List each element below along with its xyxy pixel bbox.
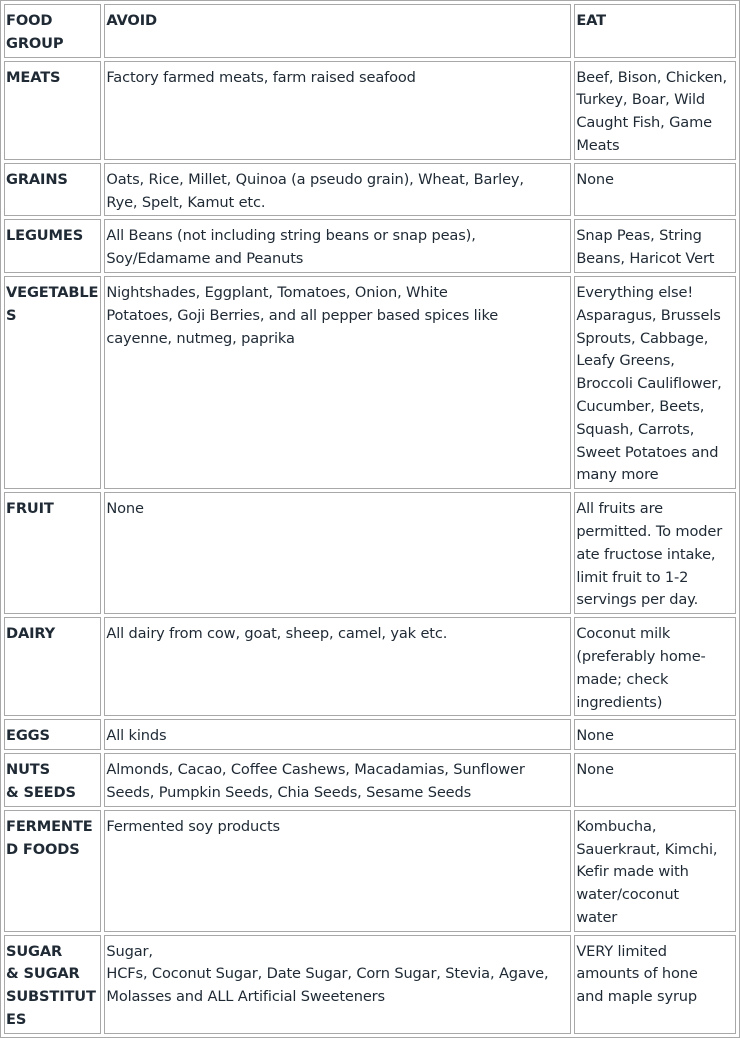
food-group-cell: SUGAR & SUGAR SUBSTITUT ES <box>4 935 101 1034</box>
eat-cell: VERY limited amounts of hone and maple syrup <box>574 935 736 1034</box>
eat-cell: Everything else! Asparagus, Brussels Sprouts, Cabbage, Leafy Greens, Broccoli Cauliflower, Cucumber, Beets, Squash, Carrots, Sweet Potatoes and many more <box>574 276 736 489</box>
avoid-cell: Sugar, HCFs, Coconut Sugar, Date Sugar, Corn Sugar, Stevia, Agave, Molasses and ALL Artificial Sweeteners <box>104 935 571 1034</box>
table-row-nuts-seeds <box>4 753 736 807</box>
table-row-meats <box>4 61 736 160</box>
eat-cell: None <box>574 753 736 807</box>
table-row-fruit <box>4 492 736 614</box>
avoid-cell: Almonds, Cacao, Coffee Cashews, Macadamias, Sunflower Seeds, Pumpkin Seeds, Chia Seeds, Sesame Seeds <box>104 753 571 807</box>
food-group-cell: EGGS <box>4 719 101 750</box>
table-row-sugar <box>4 935 736 1034</box>
table-row-legumes <box>4 219 736 273</box>
eat-cell: None <box>574 719 736 750</box>
food-group-cell: DAIRY <box>4 617 101 716</box>
table-row-eggs <box>4 719 736 750</box>
table-row-vegetables <box>4 276 736 489</box>
eat-cell: All fruits are permitted. To moder ate fructose intake, limit fruit to 1-2 servings per day. <box>574 492 736 614</box>
eat-cell: Beef, Bison, Chicken, Turkey, Boar, Wild Caught Fish, Game Meats <box>574 61 736 160</box>
header-food-group: FOOD GROUP <box>4 4 101 58</box>
eat-cell: Kombucha, Sauerkraut, Kimchi, Kefir made with water/coconut water <box>574 810 736 932</box>
table-row-dairy <box>4 617 736 716</box>
food-group-cell: FERMENTE D FOODS <box>4 810 101 932</box>
food-group-cell: MEATS <box>4 61 101 160</box>
avoid-cell: All kinds <box>104 719 571 750</box>
food-group-cell: LEGUMES <box>4 219 101 273</box>
avoid-cell: All Beans (not including string beans or snap peas), Soy/Edamame and Peanuts <box>104 219 571 273</box>
eat-cell: Snap Peas, String Beans, Haricot Vert <box>574 219 736 273</box>
eat-cell: None <box>574 163 736 217</box>
food-group-cell: VEGETABLE S <box>4 276 101 489</box>
header-avoid: AVOID <box>104 4 571 58</box>
avoid-cell: Factory farmed meats, farm raised seafood <box>104 61 571 160</box>
table-row-fermented-foods <box>4 810 736 932</box>
avoid-cell: Oats, Rice, Millet, Quinoa (a pseudo grain), Wheat, Barley, Rye, Spelt, Kamut etc. <box>104 163 571 217</box>
avoid-cell: None <box>104 492 571 614</box>
avoid-cell: All dairy from cow, goat, sheep, camel, yak etc. <box>104 617 571 716</box>
food-group-cell: GRAINS <box>4 163 101 217</box>
food-group-cell: FRUIT <box>4 492 101 614</box>
avoid-cell: Nightshades, Eggplant, Tomatoes, Onion, White Potatoes, Goji Berries, and all pepper based spices like cayenne, nutmeg, paprika <box>104 276 571 489</box>
avoid-cell: Fermented soy products <box>104 810 571 932</box>
header-eat: EAT <box>574 4 736 58</box>
eat-cell: Coconut milk (preferably home- made; check ingredients) <box>574 617 736 716</box>
table-row-grains <box>4 163 736 217</box>
table-header-row <box>4 4 736 58</box>
food-group-cell: NUTS & SEEDS <box>4 753 101 807</box>
